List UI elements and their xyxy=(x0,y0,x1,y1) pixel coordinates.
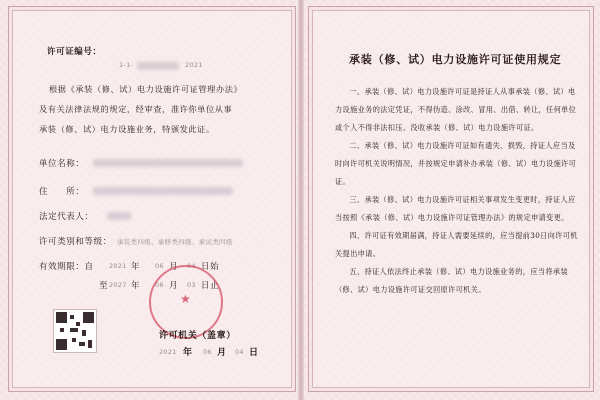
issue-day-unit: 日 xyxy=(249,348,259,358)
rule-3: 三、承装（修、试）电力设施许可证相关事项发生变更时，持证人应当按照《承装（修、试）电力设施许可证管理办法》的规定申请变更。 xyxy=(335,195,576,222)
issue-year-unit: 年 xyxy=(183,348,193,358)
book-gutter xyxy=(298,0,304,400)
unit-name-label: 单位名称： xyxy=(39,159,85,169)
redacted-address xyxy=(93,187,233,195)
rule-5: 五、持证人依法终止承装（修、试）电力设施业务的，应当将承装（修、试）电力设施许可证交回原许可机关。 xyxy=(335,267,568,294)
usage-rules xyxy=(335,83,579,299)
redacted-legal-representative xyxy=(107,212,131,220)
valid-to-day-unit: 日止 xyxy=(201,281,220,291)
permit-category-value: 承装类四级、承修类四级、承试类四级 xyxy=(117,238,233,246)
qr-code xyxy=(53,309,97,353)
right-page xyxy=(308,6,594,392)
valid-from-month-unit: 月 xyxy=(169,262,179,272)
permit-number-year: 2021 xyxy=(185,61,203,69)
redacted-permit-number xyxy=(137,62,179,70)
permit-number-label: 许可证编号： xyxy=(47,47,102,57)
rule-2: 二、承装（修、试）电力设施许可证如有遗失、损毁，持证人应当及时向许可机关说明情况，并按规定申请补办承装（修、试）电力设施许可证。 xyxy=(335,141,577,186)
valid-from-year: 2021 xyxy=(109,262,127,270)
valid-from-month: 06 xyxy=(155,262,164,270)
permit-category-label: 许可类别和等级： xyxy=(39,237,112,247)
address-label: 住 所： xyxy=(39,187,85,197)
valid-to-label: 至 xyxy=(99,281,109,291)
rule-1: 一、承装（修、试）电力设施许可证是持证人从事承装（修、试）电力设施业务的法定凭证，不得伪造、涂改、冒用、出借、转让，任何单位或个人不得非法扣压、没收承装（修、试）电力设施许可证。 xyxy=(335,87,577,132)
issue-month-unit: 月 xyxy=(217,348,227,358)
valid-to-month: 06 xyxy=(155,281,164,289)
usage-rules-title: 承装（修、试）电力设施许可证使用规定 xyxy=(349,53,562,66)
valid-to-month-unit: 月 xyxy=(169,281,179,291)
issue-month: 06 xyxy=(203,348,212,356)
legal-representative-label: 法定代表人： xyxy=(39,212,94,222)
redacted-unit-name xyxy=(93,159,243,167)
intro-line-3: 承装（修、试）电力设施业务，特颁发此证。 xyxy=(39,124,215,134)
seal-star-icon: ★ xyxy=(180,292,192,306)
validity-label: 有效期限：自 xyxy=(39,262,94,272)
issuing-authority-label: 许可机关（盖章） xyxy=(159,331,236,341)
valid-to-year-unit: 年 xyxy=(131,281,141,291)
issue-day: 04 xyxy=(235,348,244,356)
valid-from-day: 04 xyxy=(187,262,196,270)
issue-year: 2021 xyxy=(159,348,177,356)
intro-line-1: 根据《承装（修、试）电力设施许可证管理办法》 xyxy=(49,84,243,94)
permit-number-prefix: 1-1- xyxy=(119,61,134,69)
valid-from-day-unit: 日始 xyxy=(201,262,220,272)
intro-line-2: 及有关法律法规的规定，经审查，准许你单位从事 xyxy=(39,104,233,114)
left-page xyxy=(8,6,296,392)
rule-4: 四、许可证有效期届满，持证人需要延续的，应当提前30日向许可机关提出申请。 xyxy=(335,231,578,258)
valid-to-day: 03 xyxy=(187,281,196,289)
valid-from-year-unit: 年 xyxy=(131,262,141,272)
valid-to-year: 2027 xyxy=(109,281,127,289)
